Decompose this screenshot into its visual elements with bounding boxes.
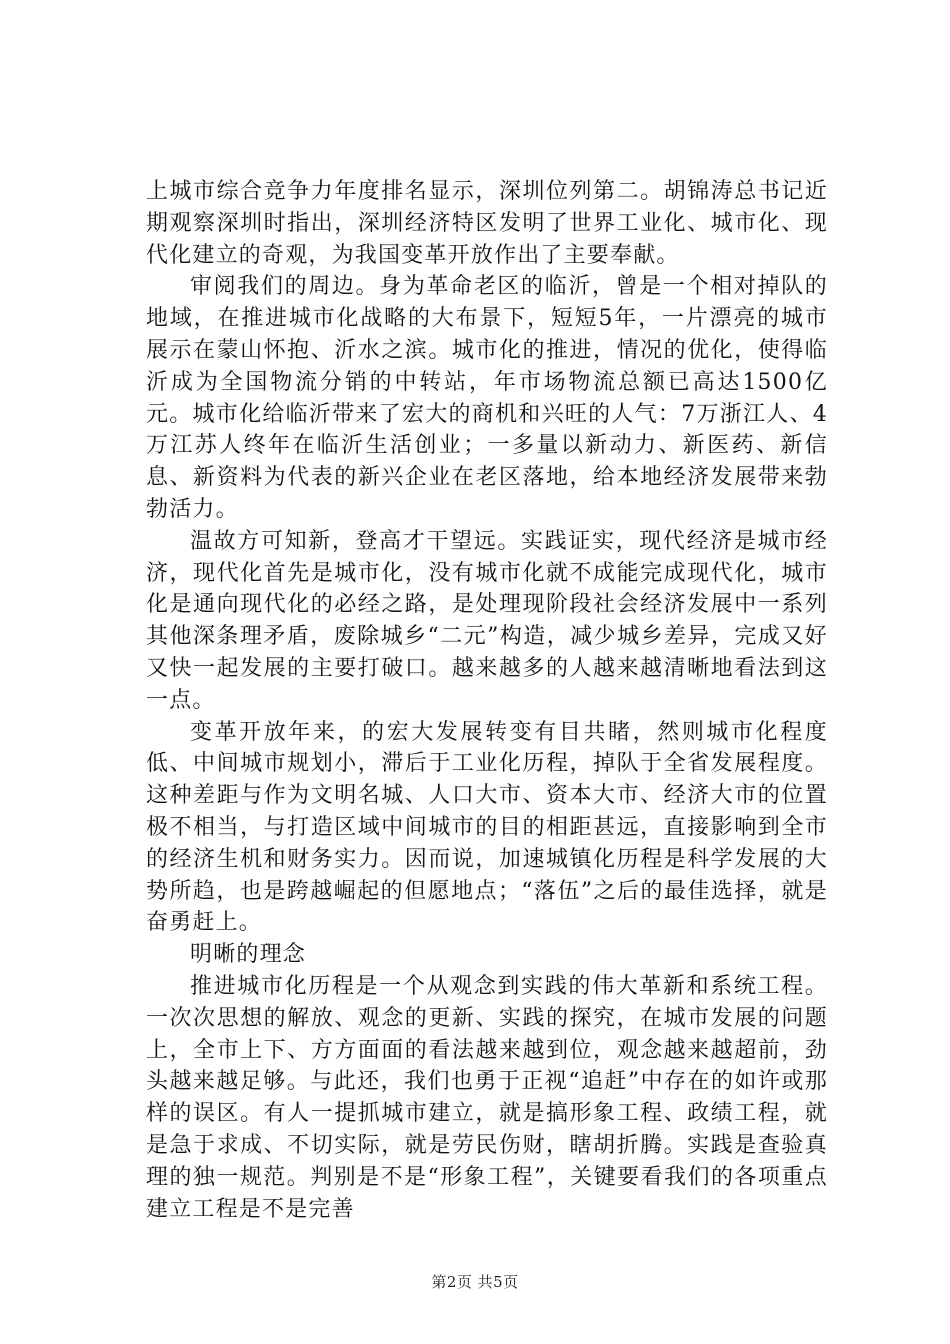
paragraph-3: 温故方可知新，登高才干望远。实践证实，现代经济是城市经济，现代化首先是城市化，没有城市化就不成能完成现代化，城市化是通向现代化的必经之路，是处理现阶段社会经济发展中一系列其他深条理矛盾，废除城乡“二元”构造，减少城乡差异，完成又好又快一起发展的主要打破口。越来越多的人越来越清晰地看法到这一点。 <box>146 528 828 713</box>
paragraph-4: 变革开放年来，的宏大发展转变有目共睹，然则城市化程度低、中间城市规划小，滞后于工业化历程，掉队于全省发展程度。这种差距与作为文明名城、人口大市、资本大市、经济大市的位置极不相当，与打造区域中间城市的目的相距甚远，直接影响到全市的经济生机和财务实力。因而说，加速城镇化历程是科学发展的大势所趋，也是跨越崛起的但愿地点；“落伍”之后的最佳选择，就是奋勇赶上。 <box>146 719 828 936</box>
page-footer: 第2页 共5页 <box>431 1273 519 1291</box>
paragraph-5: 推进城市化历程是一个从观念到实践的伟大革新和系统工程。一次次思想的解放、观念的更新、实践的探究，在城市发展的问题上，全市上下、方方面面的看法越来越到位，观念越来越超前，劲头越来越足够。与此还，我们也勇于正视“追赶”中存在的如许或那样的误区。有人一提抓城市建立，就是搞形象工程、政绩工程，就是急于求成、不切实际，就是劳民伤财，瞎胡折腾。实践是查验真理的独一规范。判别是不是“形象工程”，关键要看我们的各项重点建立工程是不是完善 <box>146 973 828 1222</box>
paragraph-1: 上城市综合竞争力年度排名显示，深圳位列第二。胡锦涛总书记近期观察深圳时指出，深圳经济特区发明了世界工业化、城市化、现代化建立的奇观，为我国变革开放作出了主要奉献。 <box>146 179 828 268</box>
section-heading: 明晰的理念 <box>190 942 307 968</box>
paragraph-2: 审阅我们的周边。身为革命老区的临沂，曾是一个相对掉队的地域，在推进城市化战略的大布景下，短短5年，一片漂亮的城市展示在蒙山怀抱、沂水之滨。城市化的推进，情况的优化，使得临沂成为全国物流分销的中转站，年市场物流总额已高达1500亿元。城市化给临沂带来了宏大的商机和兴旺的人气：7万浙江人、4万江苏人终年在临沂生活创业；一多量以新动力、新医药、新信息、新资料为代表的新兴企业在老区落地，给本地经济发展带来勃勃活力。 <box>146 274 828 522</box>
document-body <box>146 176 828 1225</box>
